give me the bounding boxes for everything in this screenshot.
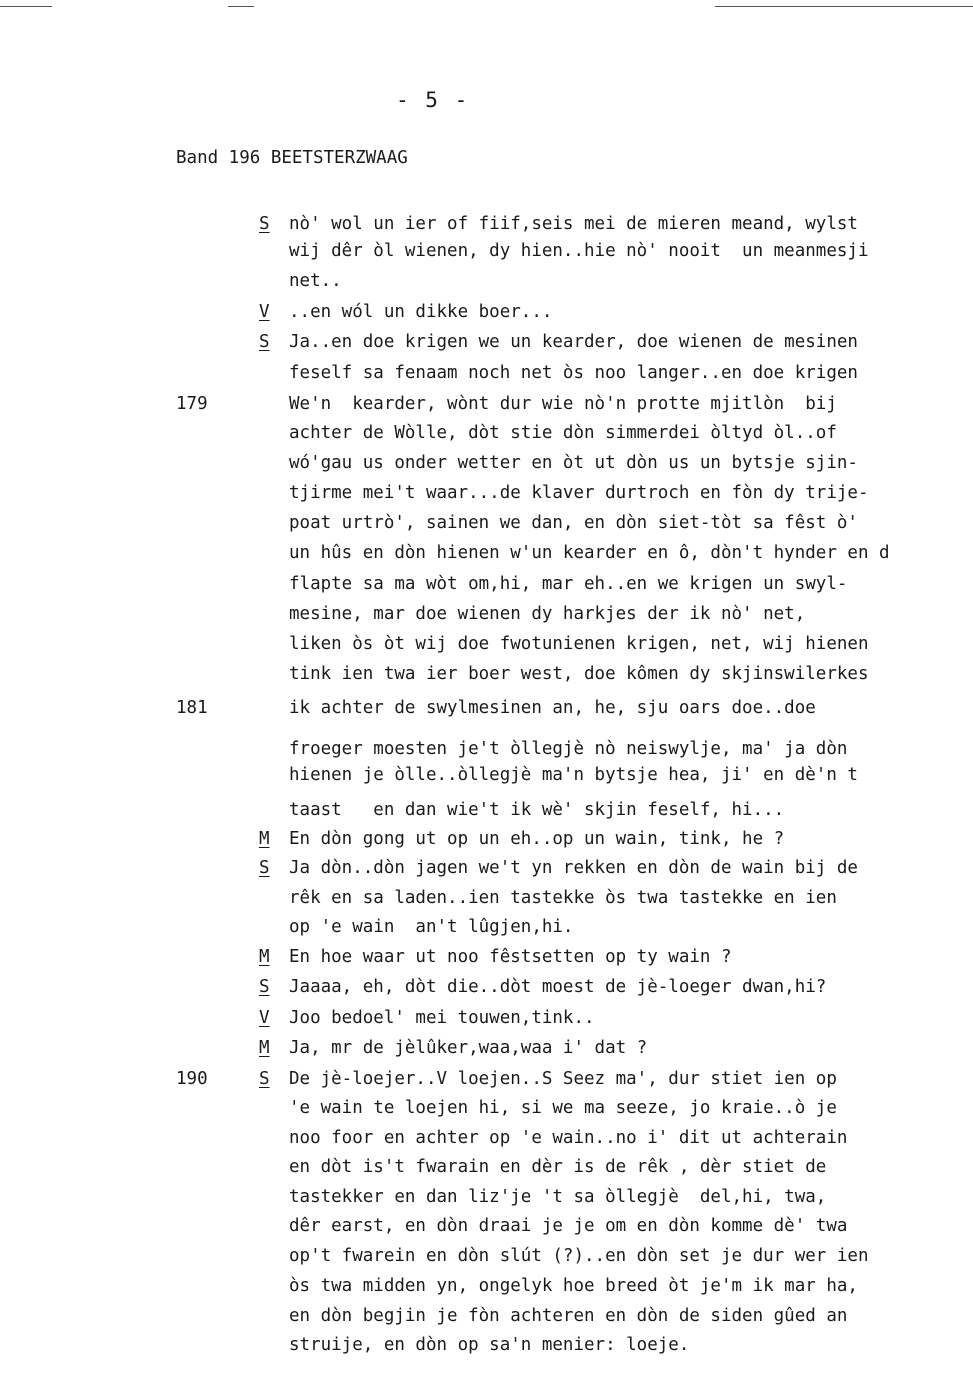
header-rule [0,6,52,7]
transcript-line: ..en wól un dikke boer... [289,302,553,322]
transcript-line: Ja dòn..dòn jagen we't yn rekken en dòn de wain bij de [289,858,858,878]
transcript-line: tastekker en dan liz'je 't sa òllegjè del,hi, twa, [289,1187,827,1207]
transcript-line: liken òs òt wij doe fwotunienen krigen, net, wij hienen [289,634,869,654]
header-rule [715,6,973,7]
transcript-line: Ja, mr de jèlûker,waa,waa i' dat ? [289,1038,648,1058]
speaker-label: M [259,829,270,849]
transcript-line: en dòn begjin je fòn achteren en dòn de siden gûed an [289,1306,848,1326]
transcript-line: De jè-loejer..V loejen..S Seez ma', dur stiet ien op [289,1069,837,1089]
transcript-line: hienen je òlle..òllegjè ma'n bytsje hea, ji' en dè'n t [289,765,858,785]
transcript-line: feself sa fenaam noch net òs noo langer..en doe krigen [289,363,858,383]
transcript-line: op't fwarein en dòn slút (?)..en dòn set je dur wer ien [289,1246,869,1266]
transcript-line: tink ien twa ier boer west, doe kômen dy skjinswilerkes [289,664,869,684]
transcript-line: tjirme mei't waar...de klaver durtroch en fòn dy trije- [289,483,869,503]
speaker-label: M [259,1038,270,1058]
speaker-label: S [259,977,270,997]
speaker-label: V [259,1008,270,1028]
transcript-line: We'n kearder, wònt dur wie nò'n protte mjitlòn bij [289,394,837,414]
line-number: 190 [176,1069,208,1089]
transcript-line: wó'gau us onder wetter en òt ut dòn us un bytsje sjin- [289,453,858,473]
transcript-line: flapte sa ma wòt om,hi, mar eh..en we krigen un swyl- [289,574,848,594]
transcript-line: Jaaaa, eh, dòt die..dòt moest de jè-loeger dwan,hi? [289,977,827,997]
transcript-line: poat urtrò', sainen we dan, en dòn siet-tòt sa fêst ò' [289,513,858,533]
transcript-line: òs twa midden yn, ongelyk hoe breed òt je'm ik mar ha, [289,1276,858,1296]
transcript-line: ik achter de swylmesinen an, he, sju oars doe..doe [289,698,816,718]
transcript-line: nò' wol un ier of fiif,seis mei de mieren meand, wylst [289,214,858,234]
transcript-line: 'e wain te loejen hi, si we ma seeze, jo kraie..ò je [289,1098,837,1118]
header-rule [228,6,254,7]
speaker-label: V [259,302,270,322]
transcript-line: taast en dan wie't ik wè' skjin feself, hi... [289,800,785,820]
transcript-line: froeger moesten je't òllegjè nò neiswylje, ma' ja dòn [289,739,848,759]
transcript-line: rêk en sa laden..ien tastekke òs twa tastekke en ien [289,888,837,908]
transcript-line: wij dêr òl wienen, dy hien..hie nò' nooit un meanmesji [289,241,869,261]
speaker-label: S [259,332,270,352]
transcript-line: Joo bedoel' mei touwen,tink.. [289,1008,595,1028]
transcript-line: struije, en dòn op sa'n menier: loeje. [289,1335,690,1355]
transcript-line: Ja..en doe krigen we un kearder, doe wienen de mesinen [289,332,858,352]
line-number: 179 [176,394,208,414]
speaker-label: S [259,858,270,878]
band-header: Band 196 BEETSTERZWAAG [176,148,408,168]
transcript-line: en dòt is't fwarain en dèr is de rêk , dèr stiet de [289,1157,827,1177]
transcript-line: En hoe waar ut noo fêstsetten op ty wain ? [289,947,732,967]
transcript-line: dêr earst, en dòn draai je je om en dòn komme dè' twa [289,1216,848,1236]
transcript-line: un hûs en dòn hienen w'un kearder en ô, dòn't hynder en d [289,543,890,563]
speaker-label: M [259,947,270,967]
transcript-line: En dòn gong ut op un eh..op un wain, tink, he ? [289,829,785,849]
transcript-line: noo foor en achter op 'e wain..no i' dit ut achterain [289,1128,848,1148]
speaker-label: S [259,214,270,234]
line-number: 181 [176,698,208,718]
page-number: - 5 - [396,88,470,112]
transcript-line: achter de Wòlle, dòt stie dòn simmerdei òltyd òl..of [289,423,837,443]
speaker-label: S [259,1069,270,1089]
transcript-line: op 'e wain an't lûgjen,hi. [289,917,574,937]
transcript-line: mesine, mar doe wienen dy harkjes der ik nò' net, [289,604,806,624]
transcript-line: net.. [289,271,342,291]
